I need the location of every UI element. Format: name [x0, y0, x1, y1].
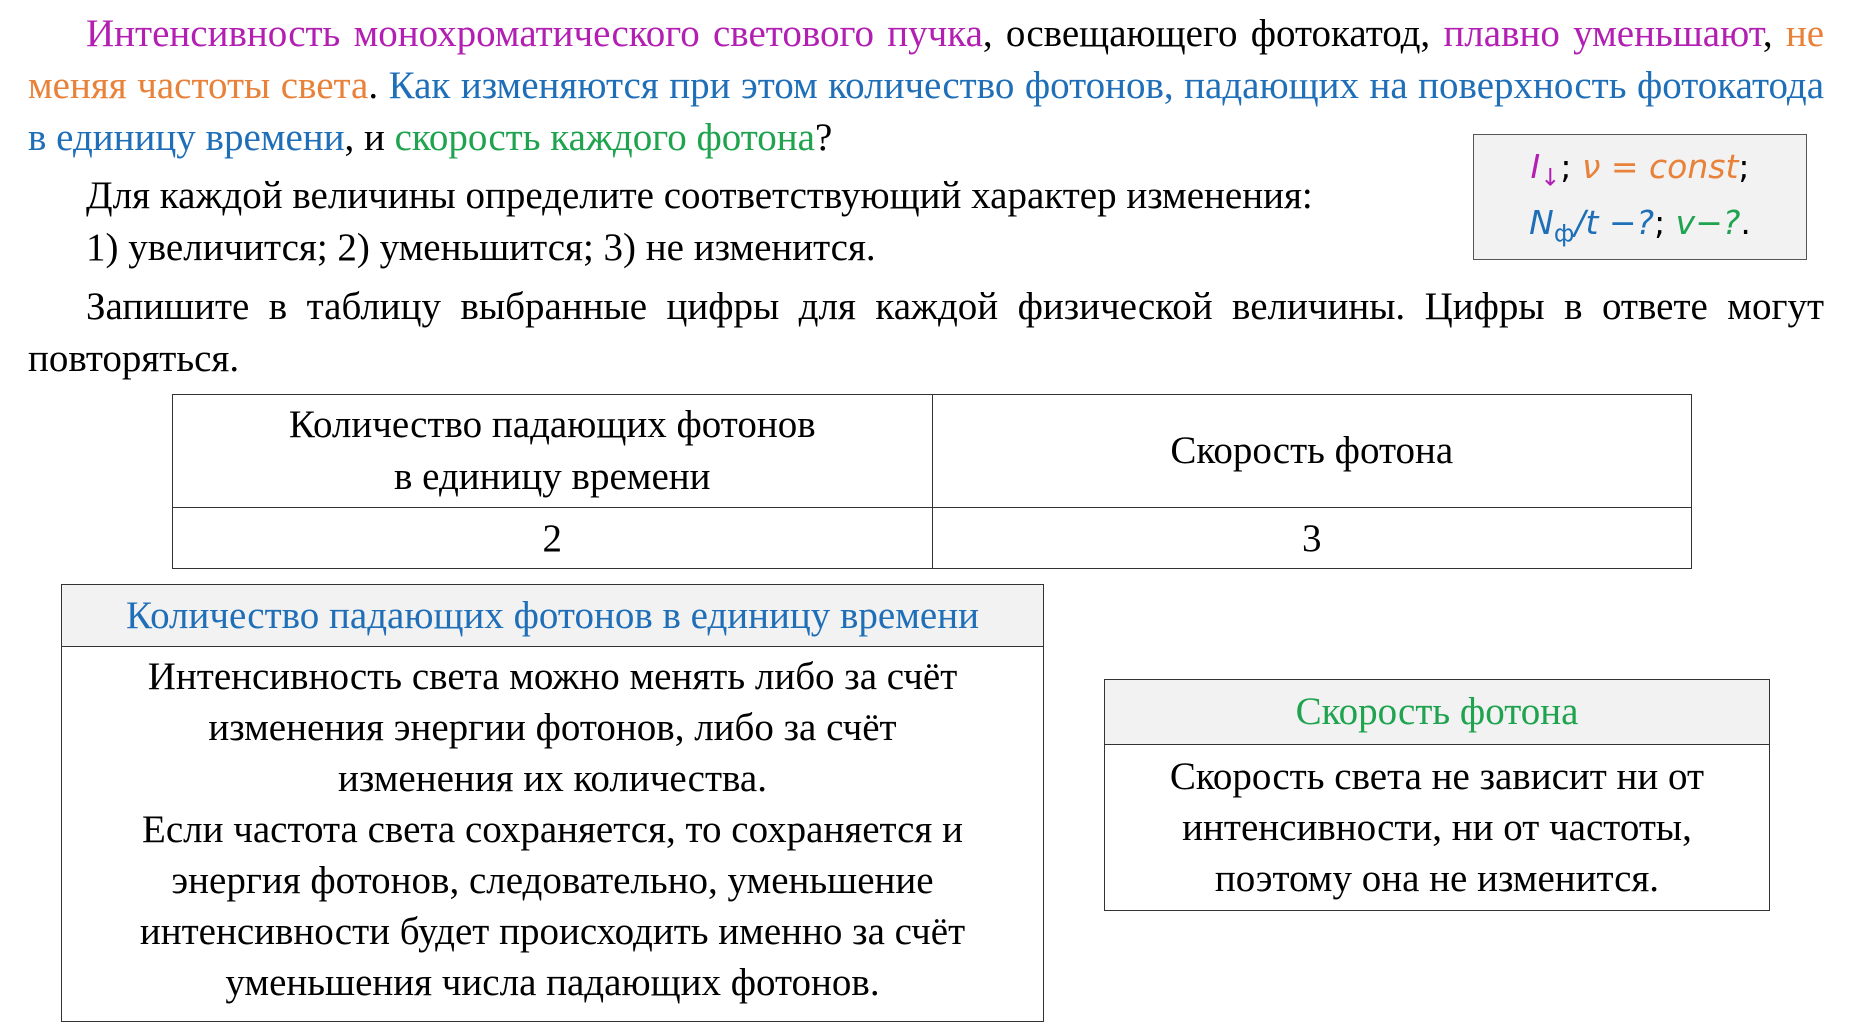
explanation-photon-line: интенсивности будет происходить именно за счёт: [139, 910, 966, 953]
instruction-line-1: Для каждой величины определите соответствующий характер изменения:: [86, 174, 1313, 217]
explanation-photon-count: [61, 584, 1044, 1022]
explanation-photon-speed: [1104, 679, 1770, 911]
explanation-photon-line: Интенсивность света можно менять либо за счёт: [147, 655, 958, 698]
speed-unknown: v−?: [1675, 203, 1741, 242]
question-mark: ?: [814, 116, 833, 159]
explanation-photon-speed-title: Скорость фотона: [1105, 680, 1769, 745]
photon-count-rest: /t −?: [1574, 203, 1655, 242]
question-photon-count: Как изменяются при этом количество фотонов, падающих на поверхность фотокатода в единицу времени: [28, 64, 1825, 159]
formula-box: [1473, 134, 1807, 260]
intensity-symbol: I: [1530, 147, 1541, 186]
explanation-photon-speed-body: [1105, 745, 1769, 904]
explanation-photon-line: уменьшения числа падающих фотонов.: [225, 961, 880, 1004]
explanation-photon-line: изменения энергии фотонов, либо за счёт: [208, 706, 897, 749]
formula-sep-1: ;: [1560, 147, 1582, 186]
question-intensity: Интенсивность монохроматического светового пучка: [86, 12, 983, 55]
answer-table: [172, 394, 1692, 569]
question-decrease: плавно уменьшают: [1443, 12, 1763, 55]
formula-sep-2: ;: [1738, 147, 1750, 186]
question-cathode: , освещающего фотокатод,: [982, 12, 1444, 55]
answer-table-value-row: [173, 508, 1692, 569]
explanation-photon-count-body: [62, 647, 1043, 1008]
explanation-photon-line: изменения их количества.: [338, 757, 767, 800]
explanation-speed-line: поэтому она не изменится.: [1214, 857, 1660, 900]
explanation-speed-line: интенсивности, ни от частоты,: [1182, 806, 1692, 849]
formula-end: .: [1740, 203, 1751, 242]
formula-sep-3: ;: [1654, 203, 1676, 242]
question-frequency: не меняя частоты света: [28, 12, 1825, 107]
question-comma: ,: [1762, 12, 1786, 55]
explanation-speed-line: Скорость света не зависит ни от: [1169, 755, 1705, 798]
photon-count-symbol: N: [1529, 203, 1554, 242]
question-and: , и: [344, 116, 395, 159]
question-period: .: [368, 64, 389, 107]
answer-header-photon-count-line-2: в единицу времени: [394, 455, 711, 498]
answer-header-photon-count-line-1: Количество падающих фотонов: [288, 403, 816, 446]
explanation-photon-line: энергия фотонов, следовательно, уменьшение: [171, 859, 934, 902]
instruction-line-2: 1) увеличится; 2) уменьшится; 3) не изменится.: [86, 226, 876, 269]
answer-value-photon-count: 2: [173, 508, 933, 569]
frequency-const: ν = const: [1581, 147, 1739, 186]
explanation-photon-line: Если частота света сохраняется, то сохраняется и: [142, 808, 963, 851]
answer-header-photon-speed: Скорость фотона: [932, 395, 1692, 508]
question-photon-speed: скорость каждого фотона: [394, 116, 815, 159]
answer-table-header-row: [173, 395, 1692, 508]
answer-header-photon-count: [173, 395, 933, 508]
photon-count-subscript: ф: [1553, 219, 1575, 248]
formula-line-2: [1474, 199, 1806, 258]
decrease-arrow-icon: ↓: [1540, 163, 1561, 192]
instruction-table: Запишите в таблицу выбранные цифры для каждой физической величины. Цифры в ответе могут повторяться.: [28, 285, 1824, 380]
explanation-photon-count-title: Количество падающих фотонов в единицу времени: [62, 585, 1043, 647]
formula-line-1: [1474, 143, 1806, 202]
answer-value-photon-speed: 3: [932, 508, 1692, 569]
